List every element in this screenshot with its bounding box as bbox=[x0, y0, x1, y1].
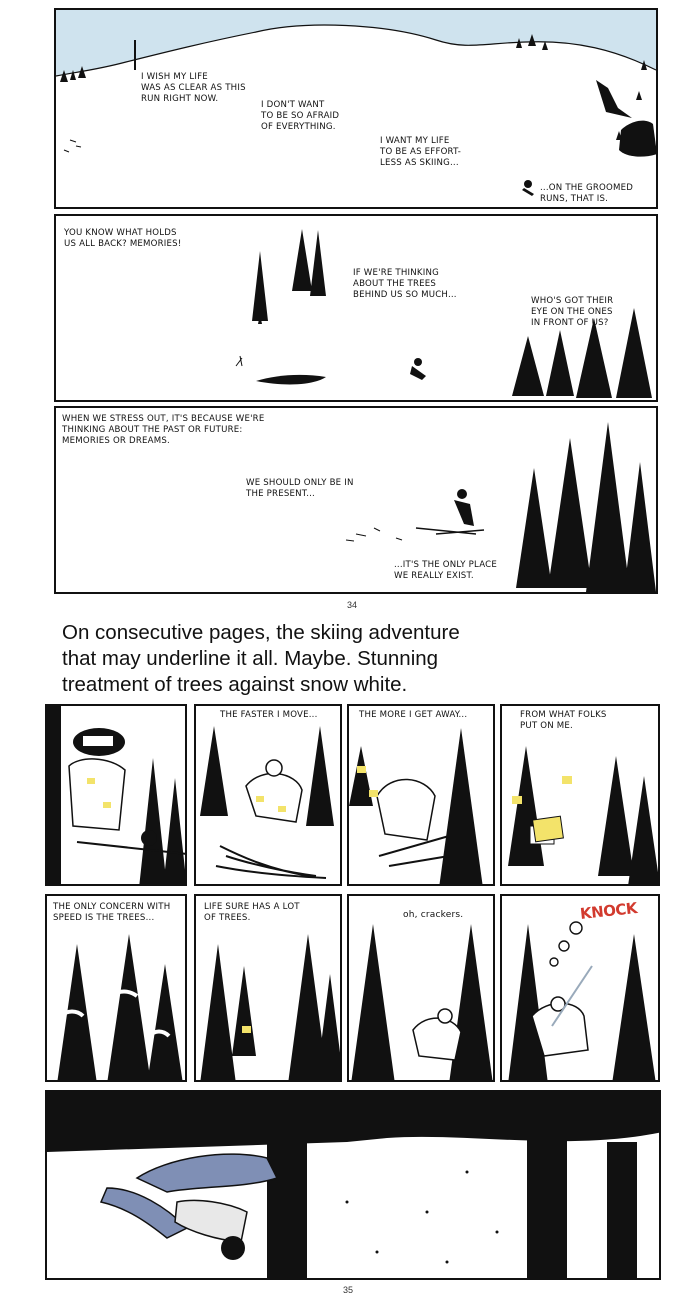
caption: WHEN WE STRESS OUT, IT'S BECAUSE WE'RE THINKING ABOUT THE PAST OR FUTURE: MEMORIES OR DREAMS. bbox=[62, 414, 265, 446]
sound-effect: KNOCK bbox=[579, 899, 638, 923]
skier-near-tree-illustration bbox=[349, 896, 495, 1082]
comic-panel-top-2 bbox=[54, 214, 658, 402]
comic-panel-bottom-3 bbox=[347, 704, 495, 886]
comic-panel-top-1 bbox=[54, 8, 658, 209]
caption: THE MORE I GET AWAY... bbox=[359, 710, 468, 720]
sticky-notes-trees-illustration bbox=[502, 706, 660, 886]
caption: YOU KNOW WHAT HOLDS US ALL BACK? MEMORIES! bbox=[64, 228, 182, 249]
caption: I DON'T WANT TO BE SO AFRAID OF EVERYTHING. bbox=[261, 100, 340, 132]
page-number: 34 bbox=[347, 600, 358, 610]
comic-panel-bottom-6 bbox=[194, 894, 342, 1082]
skier-goggles-closeup-illustration bbox=[47, 706, 187, 886]
skier-collision-illustration bbox=[502, 896, 660, 1082]
caption: LIFE SURE HAS A LOT OF TREES. bbox=[204, 902, 300, 923]
mountain-run-illustration bbox=[56, 10, 658, 209]
comic-panel-bottom-7 bbox=[347, 894, 495, 1082]
comic-panel-bottom-8 bbox=[500, 894, 660, 1082]
comic-panel-bottom-5 bbox=[45, 894, 187, 1082]
comic-panel-bottom-4 bbox=[500, 704, 660, 886]
caption: ...ON THE GROOMED RUNS, THAT IS. bbox=[540, 183, 634, 204]
caption: FROM WHAT FOLKS PUT ON ME. bbox=[520, 710, 607, 731]
comic-panel-bottom-9 bbox=[45, 1090, 661, 1280]
comic-panel-bottom-1 bbox=[45, 704, 187, 886]
skier-speeding-illustration bbox=[196, 706, 342, 886]
caption: I WISH MY LIFE WAS AS CLEAR AS THIS RUN RIGHT NOW. bbox=[141, 72, 246, 104]
skier-notes-flying-illustration bbox=[349, 706, 495, 886]
comic-panel-top-3 bbox=[54, 406, 658, 594]
caption: oh, crackers. bbox=[403, 910, 464, 920]
comic-panel-bottom-2 bbox=[194, 704, 342, 886]
commentary-text: On consecutive pages, the skiing adventure that may underline it all. Maybe. Stunning treatment of trees against snow white. bbox=[62, 621, 460, 696]
caption: I WANT MY LIFE TO BE AS EFFORT- LESS AS SKIING... bbox=[380, 136, 462, 168]
caption: WE SHOULD ONLY BE IN THE PRESENT... bbox=[246, 478, 354, 499]
caption: THE FASTER I MOVE... bbox=[220, 710, 318, 720]
caption: THE ONLY CONCERN WITH SPEED IS THE TREES... bbox=[53, 902, 171, 923]
caption: WHO'S GOT THEIR EYE ON THE ONES IN FRONT OF US? bbox=[531, 296, 614, 328]
caption: ...IT'S THE ONLY PLACE WE REALLY EXIST. bbox=[394, 560, 497, 581]
caption: IF WE'RE THINKING ABOUT THE TREES BEHIND US SO MUCH... bbox=[353, 268, 457, 300]
page-number: 35 bbox=[343, 1285, 354, 1295]
fallen-skier-in-snow-illustration bbox=[47, 1092, 661, 1280]
